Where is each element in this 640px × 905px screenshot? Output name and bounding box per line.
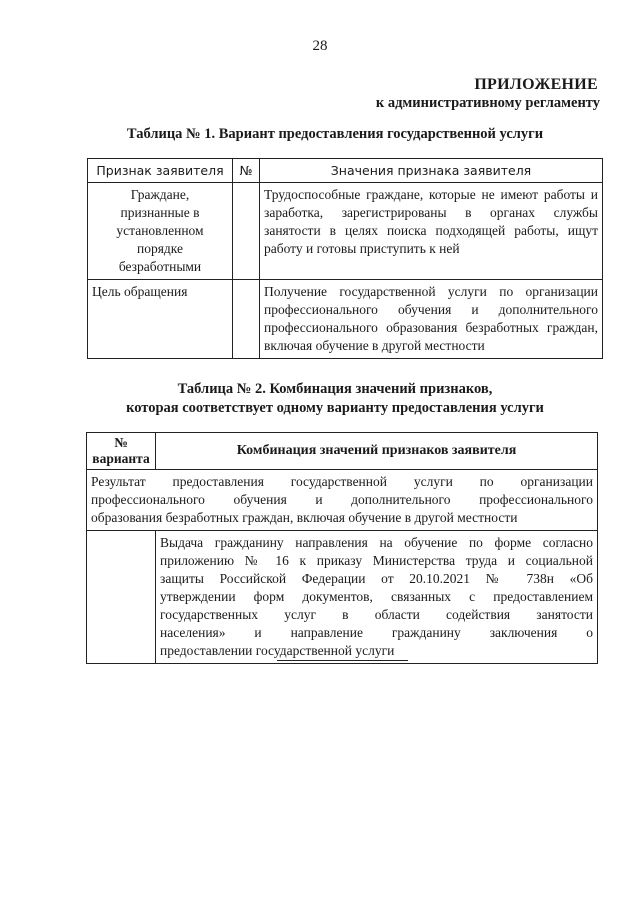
table2-row-content [156,531,598,664]
table2-title-line1: Таблица № 2. Комбинация значений признаков, [177,381,493,397]
text-line: Цель обращения [92,284,188,299]
text-line: безработными [118,259,202,274]
table2-row-number [87,531,156,664]
table1-header-values: Значения признака заявителя [260,159,603,183]
table2-header-main: Комбинация значений признаков заявителя [156,433,598,470]
table1-row2-number [233,280,260,359]
text-line: № [114,435,128,450]
appendix-title: ПРИЛОЖЕНИЕ [474,76,598,93]
table2-result-cell [87,470,598,531]
table1-row1-number [233,183,260,280]
text-line: работу и готовы приступить к ней [264,241,460,256]
text-line: профессионального образования безработных граждан, [264,320,598,335]
table1-header-row [88,159,603,183]
table2-header-row [87,433,598,470]
table-row [87,470,598,531]
text-line: Трудоспособные граждане, которые не имеют работы и [264,187,598,202]
table1-header-feature: Признак заявителя [88,159,233,183]
table1-header-number: № [233,159,260,183]
text-line: установленном [116,223,204,238]
text-line: Результат предоставления государственной услуги по организации [91,474,593,489]
text-line: образования безработных граждан, включая обучение в другой местности [91,510,518,525]
text-line: занятости в целях поиска подходящей работы, ищут [264,223,598,238]
table2-header-number [87,433,156,470]
text-line: предоставлении государственной услуги [160,643,395,658]
text-line: порядке [136,241,184,256]
table2 [86,432,598,664]
table2-title-line2: которая соответствует одному варианту предоставления услуги [126,400,544,416]
footer-divider [277,660,408,661]
table-row [87,531,598,664]
page-number: 28 [312,38,328,54]
text-line: включая обучение в другой местности [264,338,485,353]
text-line: государственных услуг в области содействия занятости [160,607,593,622]
table1-row2-values [260,280,603,359]
text-line: профессионального обучения и дополнительного [264,302,598,317]
text-line: населения» и направление гражданину заключения о [160,625,593,640]
text-line: Граждане, [130,187,190,202]
text-line: признанные в [120,205,200,220]
table1-row1-feature [88,183,233,280]
table-row [88,183,603,280]
text-line: варианта [92,451,150,466]
text-line: утверждении форм документов, связанных с предоставлением [160,589,593,604]
text-line: Получение государственной услуги по организации [264,284,598,299]
text-line: приложению № 16 к приказу Министерства труда и социальной [160,553,593,568]
table-row [88,280,603,359]
text-line: профессионального обучения и дополнительного профессионального [91,492,593,507]
text-line: защиты Российской Федерации от 20.10.2021 № 738н «Об [160,571,593,586]
appendix-subtitle: к административному регламенту [375,95,600,111]
text-line: Выдача гражданину направления на обучение по форме согласно [160,535,593,550]
table1-row2-feature [88,280,233,359]
table1 [87,158,603,359]
table1-title: Таблица № 1. Вариант предоставления государственной услуги [126,126,544,142]
table1-row1-values [260,183,603,280]
text-line: заработка, зарегистрированы в органах службы [264,205,598,220]
